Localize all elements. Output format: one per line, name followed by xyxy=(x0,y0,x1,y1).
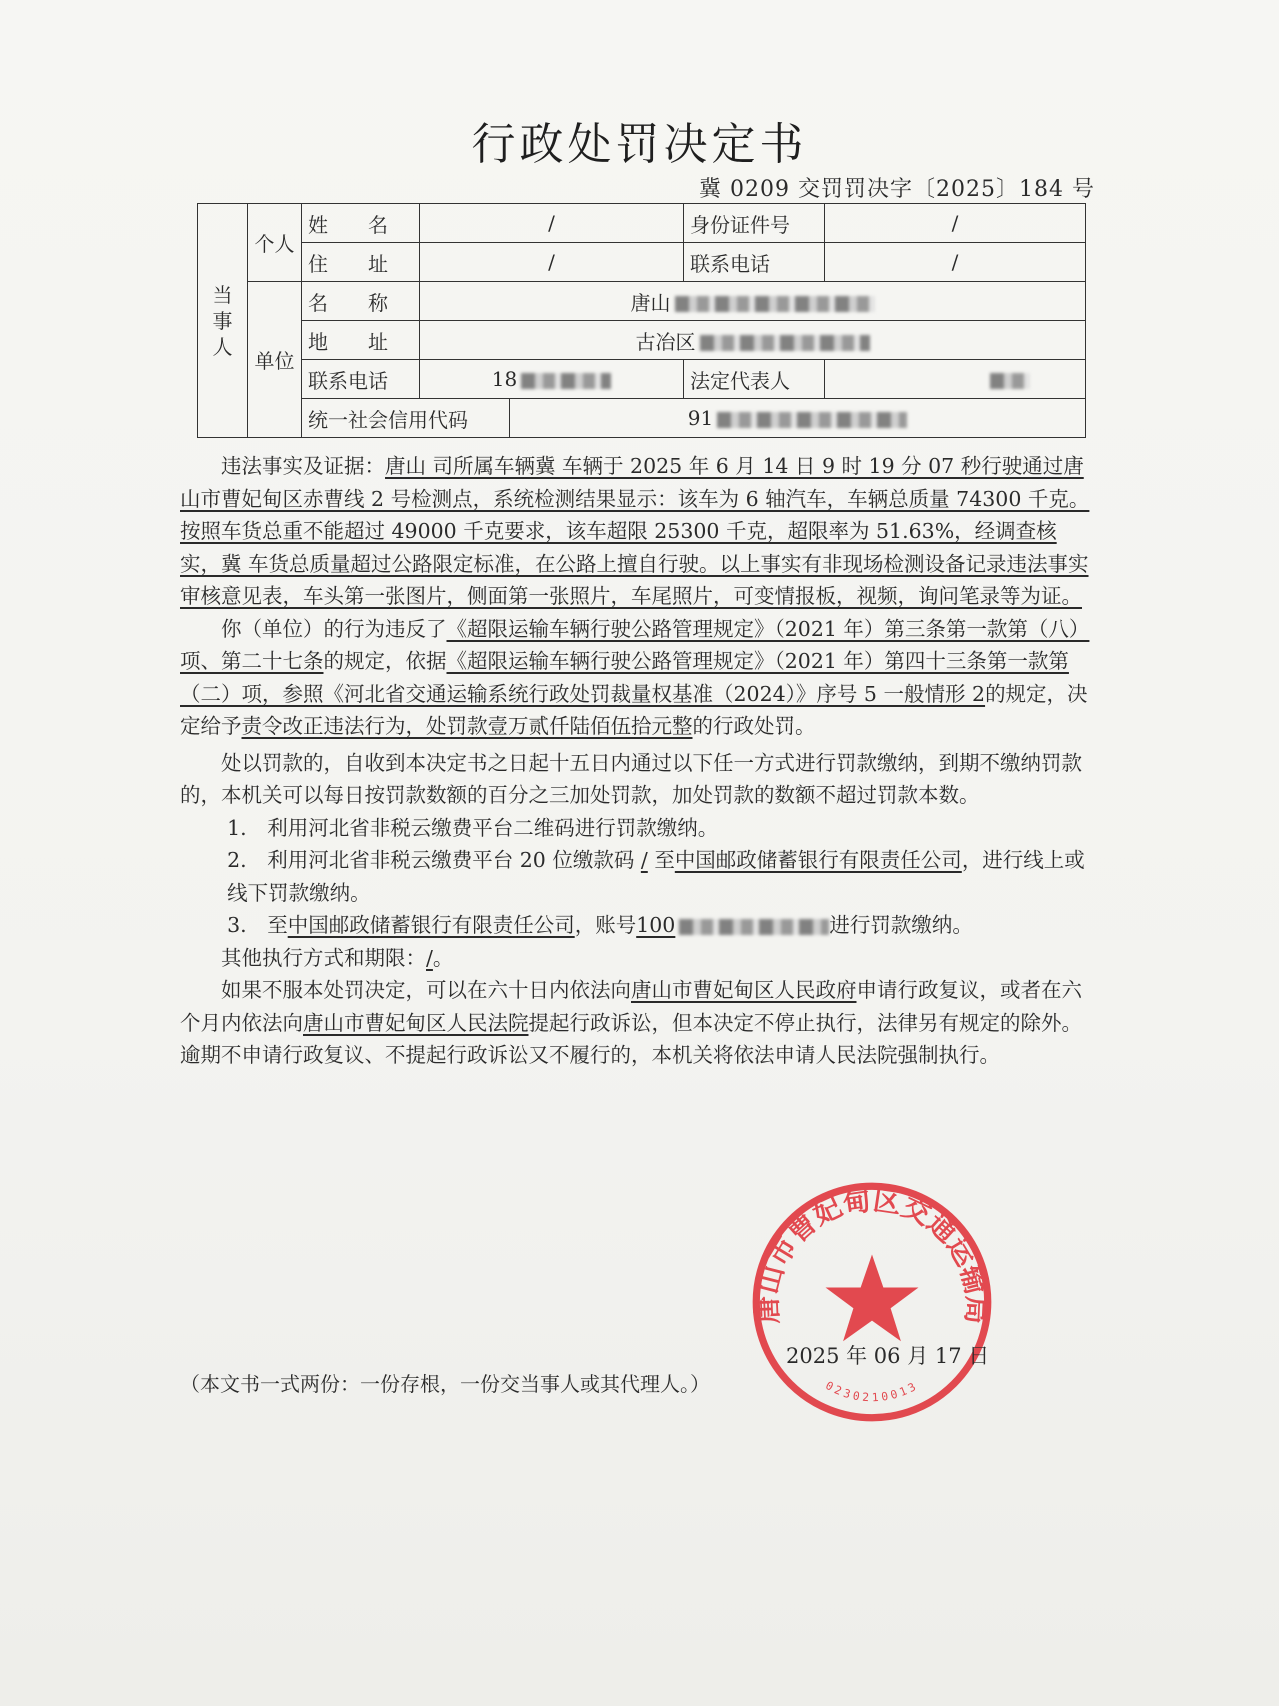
legal-rep-value xyxy=(825,360,1086,399)
redaction-mark xyxy=(717,412,907,428)
credit-code-label: 统一社会信用代码 xyxy=(302,399,510,438)
payment-text: 至 xyxy=(654,848,675,872)
payment-method-1: 1. 利用河北省非税云缴费平台二维码进行罚款缴纳。 xyxy=(227,815,719,840)
account-number: 100 xyxy=(636,913,676,937)
bank-name: 中国邮政储蓄银行有限责任公司 xyxy=(287,913,575,937)
payment-code: / xyxy=(640,848,648,872)
bank-name: 中国邮政储蓄银行有限责任公司 xyxy=(674,848,962,872)
review-authority: 唐山市曹妃甸区人民政府 xyxy=(631,978,857,1002)
credit-code-value xyxy=(510,399,1086,438)
unit-address-text: 古冶区 xyxy=(635,329,696,354)
payment-text: 3. 至 xyxy=(227,913,288,937)
facts-paragraph xyxy=(180,450,1090,613)
unit-name-label: 名 称 xyxy=(302,282,420,321)
id-value: / xyxy=(825,204,1086,243)
violation-text: 你（单位）的行为违反了 xyxy=(221,616,447,641)
party-group-label: 当事人 xyxy=(198,204,248,438)
payment-method-2 xyxy=(180,844,1090,909)
phone-label: 联系电话 xyxy=(684,243,825,282)
appeal-paragraph xyxy=(180,974,1090,1072)
redaction-mark xyxy=(521,373,611,389)
appeal-text: 如果不服本处罚决定，可以在六十日内依法向 xyxy=(221,978,631,1002)
violation-paragraph xyxy=(180,613,1090,743)
credit-code-text: 91 xyxy=(687,406,714,430)
penalty-decision: 责令改正违法行为，处罚款壹万贰仟陆佰伍拾元整 xyxy=(241,714,693,738)
name-value: / xyxy=(420,204,684,243)
legal-basis: 《超限运输车辆行驶公路管理规定》（2021 年）第四十三条第一款第（二）项，参照《河北省交通运输系统行政处罚裁量权基准（2024）》序号 5 一般情形 2 xyxy=(180,649,1069,706)
document-title: 行政处罚决定书 xyxy=(471,119,808,170)
payment-text: ，账号 xyxy=(574,913,637,937)
payment-text: 2. 利用河北省非税云缴费平台 20 位缴款码 xyxy=(227,848,635,872)
seal-star-icon xyxy=(826,1254,919,1341)
decision-body xyxy=(180,450,1090,1072)
phone-value: / xyxy=(825,243,1086,282)
other-value: / xyxy=(426,945,433,970)
payment-text: ，进行线上或线下罚款缴纳。 xyxy=(227,848,1085,905)
document-number: 冀 0209 交罚罚决字〔2025〕184 号 xyxy=(699,177,1095,202)
other-text: 其他执行方式和期限： xyxy=(221,945,426,970)
court-name: 唐山市曹妃甸区人民法院 xyxy=(303,1010,529,1035)
redaction-mark xyxy=(700,335,870,351)
unit-phone-value xyxy=(420,360,684,399)
unit-phone-label: 联系电话 xyxy=(302,360,420,399)
id-label: 身份证件号 xyxy=(684,204,825,243)
redaction-mark xyxy=(675,296,875,312)
unit-address-value xyxy=(420,321,1086,360)
violation-text: 的规定，依据 xyxy=(323,649,447,673)
address-label: 住 址 xyxy=(302,243,420,282)
appeal-text: 提起行政诉讼，但本决定不停止执行，法律另有规定的除外。逾期不申请行政复议、不提起行政诉讼又不履行的，本机关将依法申请人民法院强制执行。 xyxy=(180,1010,1082,1067)
facts-lead: 违法事实及证据： xyxy=(221,454,385,478)
unit-label: 单位 xyxy=(248,282,302,438)
individual-label: 个人 xyxy=(248,204,302,282)
seal-code: 0230210013 xyxy=(823,1378,921,1405)
official-seal xyxy=(748,1178,996,1426)
appeal-text: 申请行政复议，或者在六个月内依法向 xyxy=(180,978,1082,1035)
redaction-mark xyxy=(990,373,1030,389)
redaction-mark xyxy=(679,919,829,935)
payment-text: 进行罚款缴纳。 xyxy=(829,913,973,937)
violation-text: 的行政处罚。 xyxy=(692,714,816,738)
unit-name-value xyxy=(420,282,1086,321)
name-label: 姓 名 xyxy=(302,204,420,243)
party-info-table xyxy=(197,203,1086,438)
issue-date: 2025 年 06 月 17 日 xyxy=(786,1344,990,1368)
other-text: 。 xyxy=(432,945,454,970)
unit-address-label: 地 址 xyxy=(302,321,420,360)
violated-regulation: 《超限运输车辆行驶公路管理规定》（2021 年）第三条第一款第（八）项、第二十七条 xyxy=(180,616,1090,673)
legal-rep-label: 法定代表人 xyxy=(684,360,825,399)
facts-text: 唐山 司所属车辆冀 车辆于 2025 年 6 月 14 日 9 时 19 分 07 秒行驶通过唐山市曹妃甸区赤曹线 2 号检测点，系统检测结果显示：该车为 6 轴汽车，车辆总质量 74300 千克。按照车货总重不能超过 49000 千克要求，该车超限 25300 千克，超限率为 51.63%，经调查核实，冀 车货总质量超过公路限定标准，在公路上擅自行驶。以上事实有非现场检测设备记录违法事实审核意见表，车头第一张图片，侧面第一张照片，车尾照片，可变情报板，视频，询问笔录等为证。 xyxy=(180,454,1090,608)
address-value: / xyxy=(420,243,684,282)
payment-paragraph: 处以罚款的，自收到本决定书之日起十五日内通过以下任一方式进行罚款缴纳，到期不缴纳罚款的，本机关可以每日按罚款数额的百分之三加处罚款，加处罚款的数额不超过罚款本数。 xyxy=(180,750,1082,807)
other-enforcement xyxy=(180,942,1090,975)
footer-note: （本文书一式两份：一份存根，一份交当事人或其代理人。） xyxy=(180,1372,710,1396)
unit-phone-text: 18 xyxy=(491,367,518,391)
seal-text: 唐山市曹妃甸区交通运输局 xyxy=(750,1183,994,1325)
payment-method-3 xyxy=(180,909,1090,942)
violation-text: 的规定，决定给予 xyxy=(180,681,1088,738)
unit-name-text: 唐山 xyxy=(630,290,671,315)
